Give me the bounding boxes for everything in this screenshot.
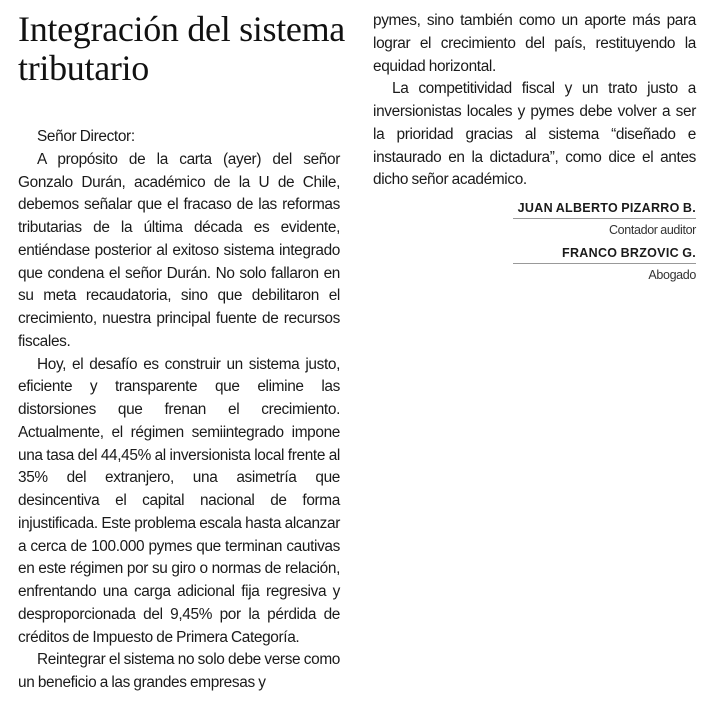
headline: Integración del sistema tributario	[18, 9, 345, 88]
signature-role: Abogado	[648, 268, 696, 282]
signature-name: JUAN ALBERTO PIZARRO B.	[517, 201, 696, 215]
paragraph: Hoy, el desafío es construir un sistema justo, eficiente y transparente que elimine las distorsiones que frenan el crecimiento. Actualmente, el régimen semiintegrado impone una tasa del 44,45% al inversionista local frente al 35% del extranjero, una asimetría que desincentiva el capital nacional de forma injustificada. Este problema escala hasta alcanzar a cerca de 100.000 pymes que terminan cautivas en este régimen por su giro o normas de relación, enfrentando una carga adicional fija regresiva y desproporcionada del 9,45% por la pérdida de créditos de Impuesto de Primera Categoría.	[18, 355, 340, 646]
paragraph: Reintegrar el sistema no solo debe verse como un beneficio a las grandes empresas y	[18, 651, 340, 691]
signature-name: FRANCO BRZOVIC G.	[562, 246, 696, 260]
paragraph-continued: pymes, sino también como un aporte más para lograr el crecimiento del país, restituyendo la equidad horizontal.	[373, 12, 696, 75]
divider	[513, 218, 696, 219]
divider	[513, 263, 696, 264]
signatures	[373, 198, 696, 288]
paragraph: A propósito de la carta (ayer) del señor Gonzalo Durán, académico de la U de Chile, debemos señalar que el fracaso de las reformas tributarias de la última década es evidente, entiéndase posterior al exitoso sistema integrado que condena el señor Durán. No solo fallaron en su meta recaudatoria, sino que debilitaron el crecimiento, nuestra principal fuente de recursos fiscales.	[18, 150, 340, 350]
salutation: Señor Director:	[37, 128, 135, 145]
signature-role: Contador auditor	[608, 223, 696, 237]
paragraph: La competitividad fiscal y un trato justo a inversionistas locales y pymes debe volver a ser la prioridad gracias al sistema “diseñado e instaurado en la dictadura”, como dice el antes dicho señor académico.	[373, 80, 696, 189]
right-column	[373, 10, 696, 288]
left-column	[18, 126, 340, 695]
